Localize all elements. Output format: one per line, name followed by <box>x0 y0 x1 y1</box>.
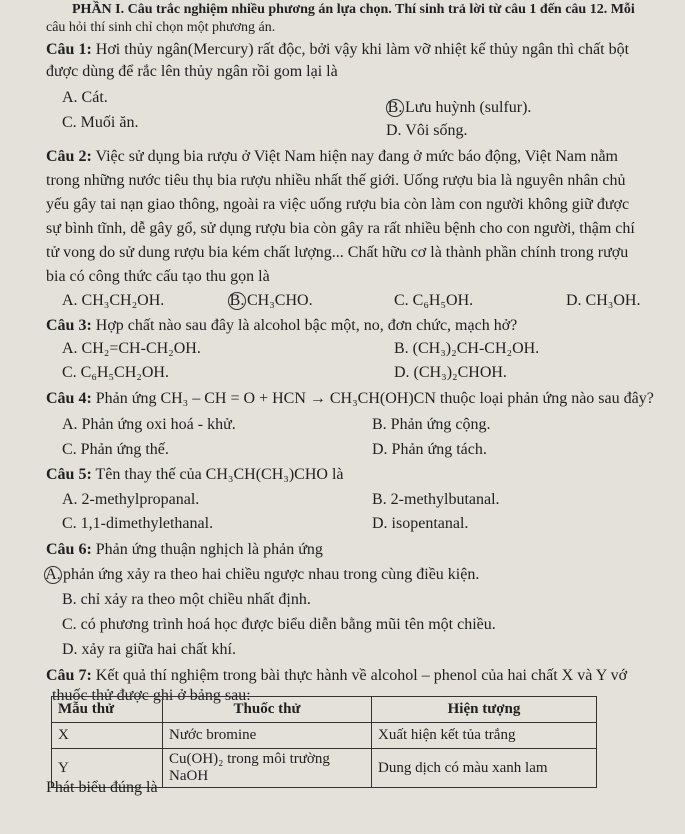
q2-text-1: Việc sử dụng bia rượu ở Việt Nam hiện nay đang ở mức báo động, Việt Nam nằm <box>95 148 618 165</box>
q1-option-b-text: Lưu huỳnh (sulfur). <box>405 99 532 116</box>
part-header-cont: câu hỏi thí sinh chỉ chọn một phương án. <box>46 20 276 35</box>
q1-option-a: A. Cát. <box>62 89 108 106</box>
q7-label: Câu 7: <box>46 667 92 684</box>
q4-text: Phản ứng CH₃ – CH = O + HCN → CH₃CH(OH)CN thuộc loại phản ứng nào sau đây? <box>95 390 654 407</box>
q2-option-b <box>228 291 313 311</box>
q3-option-d: D. (CH₃)₂CHOH. <box>394 364 507 381</box>
q2-stem-1 <box>46 147 618 167</box>
table-header: Mẫu thử <box>52 697 163 723</box>
q3-option-b: B. (CH₃)₂CH-CH₂OH. <box>394 340 540 357</box>
q6-selected-mark: A. <box>45 566 61 583</box>
q2-label: Câu 2: <box>46 148 92 165</box>
q5-stem <box>46 465 344 485</box>
q1-text-1: Hơi thủy ngân(Mercury) rất độc, bởi vậy khi làm vỡ nhiệt kế thủy ngân thì chất bột <box>95 41 630 58</box>
q1-stem-2: được dùng để rắc lên thủy ngân rồi gom lại là <box>46 63 338 80</box>
q6-option-a-text: phản ứng xảy ra theo hai chiều ngược nhau trong cùng điều kiện. <box>63 566 480 583</box>
q1-label: Câu 1: <box>46 41 92 58</box>
q5-option-d: D. isopentanal. <box>372 515 469 532</box>
q1-option-d: D. Vôi sống. <box>386 122 468 139</box>
q6-option-a <box>44 565 479 585</box>
q2-option-a: A. CH₃CH₂OH. <box>62 292 165 309</box>
q1-option-b <box>386 98 531 118</box>
q6-stem <box>46 540 323 560</box>
q5-label: Câu 5: <box>46 466 92 483</box>
q1-selected-mark: B. <box>387 99 403 116</box>
table-cell: Xuất hiện kết tủa trắng <box>372 723 597 749</box>
q3-option-a: A. CH₂=CH-CH₂OH. <box>62 340 201 357</box>
q5-option-b: B. 2-methylbutanal. <box>372 491 500 508</box>
q2-option-b-text: CH₃CHO. <box>247 292 313 309</box>
q5-option-a: A. 2-methylpropanal. <box>62 491 200 508</box>
q6-label: Câu 6: <box>46 541 92 558</box>
table-cell: Nước bromine <box>163 723 372 749</box>
q4-label: Câu 4: <box>46 390 92 407</box>
q4-option-d: D. Phản ứng tách. <box>372 441 487 458</box>
q4-option-b: B. Phản ứng cộng. <box>372 416 491 433</box>
q3-stem <box>46 316 517 336</box>
table-header: Thuốc thử <box>163 697 372 723</box>
q7-footer: Phát biểu đúng là <box>46 779 158 796</box>
table-cell: Dung dịch có màu xanh lam <box>372 749 597 788</box>
q3-option-c: C. C₆H₅CH₂OH. <box>62 364 169 381</box>
q2-stem-2: trong những nước tiêu thụ bia rượu nhiều nhất thế giới. Uống rượu bia là nguyên nhân chủ <box>46 172 626 189</box>
q1-option-c: C. Muối ăn. <box>62 114 139 131</box>
q5-option-c: C. 1,1-dimethylethanal. <box>62 515 214 532</box>
q2-stem-6: bia có công thức cấu tạo thu gọn là <box>46 268 270 285</box>
table-header-row <box>52 697 597 723</box>
table-cell: Y <box>52 749 163 788</box>
q6-option-c: C. có phương trình hoá học được biểu diễn bằng mũi tên một chiều. <box>62 616 496 633</box>
q6-text: Phản ứng thuận nghịch là phản ứng <box>95 541 323 558</box>
q2-stem-5: tử vong do sử dung rượu bia kém chất lượng... Chất hữu cơ là thành phần chính trong rượu <box>46 244 629 261</box>
q3-text: Hợp chất nào sau đây là alcohol bậc một, no, đơn chức, mạch hở? <box>95 317 518 334</box>
q3-label: Câu 3: <box>46 317 92 334</box>
q2-stem-3: yếu gây tai nạn giao thông, ngoài ra việc uống rượu bia còn làm con người không giữ được <box>46 196 630 213</box>
part-header: PHẦN I. Câu trắc nghiệm nhiều phương án lựa chọn. Thí sinh trả lời từ câu 1 đến câu 12. Mỗi <box>72 2 635 17</box>
q2-selected-mark: B. <box>229 292 245 309</box>
q4-option-a: A. Phản ứng oxi hoá - khử. <box>62 416 236 433</box>
q7-stem-1 <box>46 666 627 686</box>
q4-option-c: C. Phản ứng thế. <box>62 441 169 458</box>
table-row <box>52 723 597 749</box>
q5-text: Tên thay thế của CH₃CH(CH₃)CHO là <box>95 466 344 483</box>
table-cell: X <box>52 723 163 749</box>
q2-stem-4: sự bình tĩnh, dễ gây gổ, sử dụng rượu bia còn gây ra rất nhiều bệnh cho con người, thậm chí <box>46 220 635 237</box>
q7-text-1: Kết quả thí nghiệm trong bài thực hành về alcohol – phenol của hai chất X và Y vớ <box>95 667 628 684</box>
table-header: Hiện tượng <box>372 697 597 723</box>
q6-option-d: D. xảy ra giữa hai chất khí. <box>62 641 236 658</box>
table-cell: Cu(OH)₂ trong môi trường NaOH <box>163 749 372 788</box>
results-table <box>51 696 597 788</box>
q2-option-c: C. C₆H₅OH. <box>394 292 474 309</box>
q6-option-b: B. chỉ xảy ra theo một chiều nhất định. <box>62 591 311 608</box>
q4-stem <box>46 389 654 409</box>
q7-stem-2: thuốc thử được ghi ở bảng sau: <box>52 687 251 704</box>
q1-stem-1 <box>46 40 629 60</box>
q2-option-d: D. CH₃OH. <box>566 292 641 309</box>
